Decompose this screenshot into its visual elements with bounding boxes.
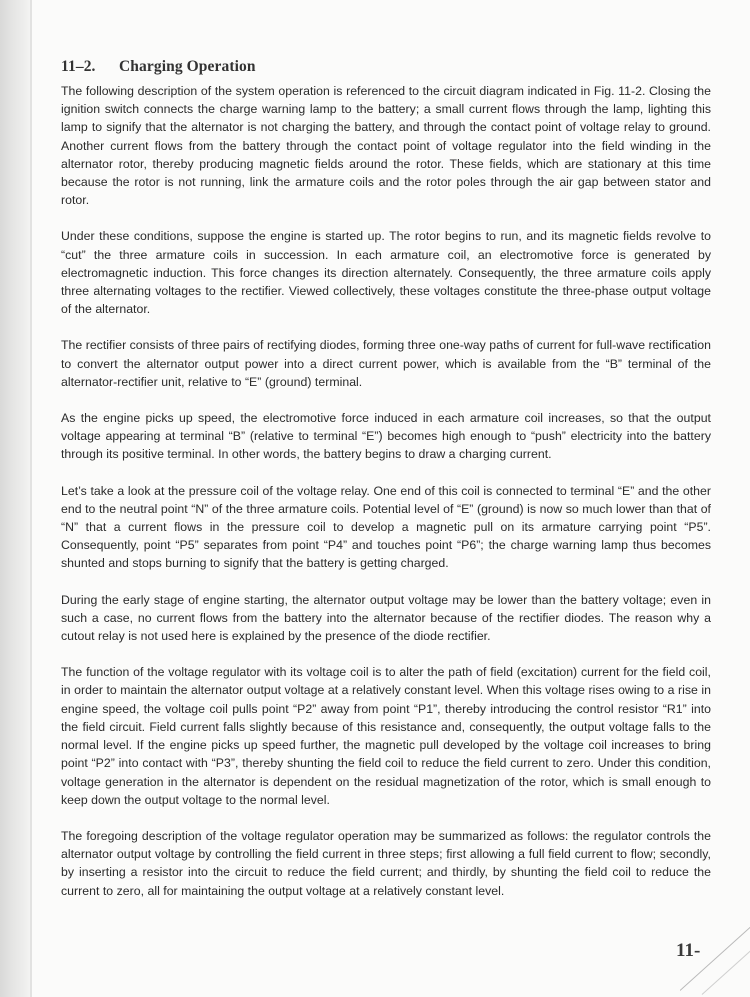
paragraph-voltage-relay: Let’s take a look at the pressure coil of the voltage relay. One end of this coil is connected to terminal “E” and the other end to the neutral point “N” of the three armature coils. Potential level of “E” (ground) is now so much lower than that of “N” that a current flows in the pressure coil to develop a magnetic pull on its armature carrying point “P5”. Consequently, point “P5” separates from point “P4” and touches point “P6”; the charge warning lamp thus becomes shunted and stops burning to signify that the battery is getting charged. — [61, 483, 711, 571]
page-number: 11- — [676, 940, 701, 961]
paragraph-ignition-switch: The following description of the system operation is referenced to the circuit diagram indicated in Fig. 11-2. Closing the ignition switch connects the charge warning lamp to the battery; a small current flows through the lamp, lighting this lamp to signify that the alternator is not charging the battery, and through the contact point of voltage relay to ground. Another current flows from the battery through the contact point of voltage regulator into the field winding in the alternator rotor, thereby producing magnetic fields around the rotor. These fields, which are stationary at this time because the rotor is not running, link the armature coils and the rotor poles through the air gap between stator and rotor. — [61, 84, 711, 208]
paragraph-engine-speed: As the engine picks up speed, the electromotive force induced in each armature coil increases, so that the output voltage appearing at terminal “B” (relative to terminal “E”) becomes high enough to “push” electricity into the battery through its positive terminal. In other words, the battery begins to draw a charging current. — [61, 411, 711, 462]
section-heading — [61, 58, 711, 76]
book-binding-shadow — [0, 0, 32, 997]
paragraph-rectifier: The rectifier consists of three pairs of rectifying diodes, forming three one-way paths of current for full-wave rectification to convert the alternator output power into a direct current power, which is available from the “B” terminal of the alternator-rectifier unit, relative to “E” (ground) terminal. — [61, 338, 711, 389]
section-number: 11–2. — [61, 58, 96, 75]
page-curl-decoration — [680, 927, 750, 997]
paragraph-engine-started: Under these conditions, suppose the engine is started up. The rotor begins to run, and its magnetic fields revolve to “cut” the three armature coils in succession. In each armature coil, an electromotive force is generated by electromagnetic induction. This force changes its direction alternately. Consequently, the three armature coils apply three alternating voltages to the rectifier. Viewed collectively, these voltages constitute the three-phase output voltage of the alternator. — [61, 229, 711, 317]
page-content — [61, 58, 711, 918]
paragraph-summary: The foregoing description of the voltage regulator operation may be summarized as follows: the regulator controls the alternator output voltage by controlling the field current in three steps; first allowing a full field current to flow; secondly, by inserting a resistor into the circuit to reduce the field current; and thirdly, by shunting the field coil to reduce the current to zero, all for maintaining the output voltage at a relatively constant level. — [61, 828, 711, 898]
paragraph-voltage-regulator: The function of the voltage regulator with its voltage coil is to alter the path of field (excitation) current for the field coil, in order to maintain the alternator output voltage at a relatively constant level. When this voltage rises owing to a rise in engine speed, the voltage coil pulls point “P2” away from point “P1”, thereby introducing the control resistor “R1” into the field circuit. Field current falls slightly because of this resistance and, consequently, the output voltage falls to the normal level. If the engine picks up speed further, the magnetic pull developed by the voltage coil increases to bring point “P2” into contact with “P3”, thereby shunting the field coil to reduce the field current to zero. Under this condition, voltage generation in the alternator is dependent on the residual magnetization of the rotor, which is small enough to keep down the output voltage to the normal level. — [61, 665, 711, 807]
paragraph-early-stage: During the early stage of engine starting, the alternator output voltage may be lower than the battery voltage; even in such a case, no current flows from the battery into the alternator because of the rectifier diodes. The reason why a cutout relay is not used here is explained by the presence of the diode rectifier. — [61, 592, 711, 644]
section-title: Charging Operation — [119, 58, 256, 75]
